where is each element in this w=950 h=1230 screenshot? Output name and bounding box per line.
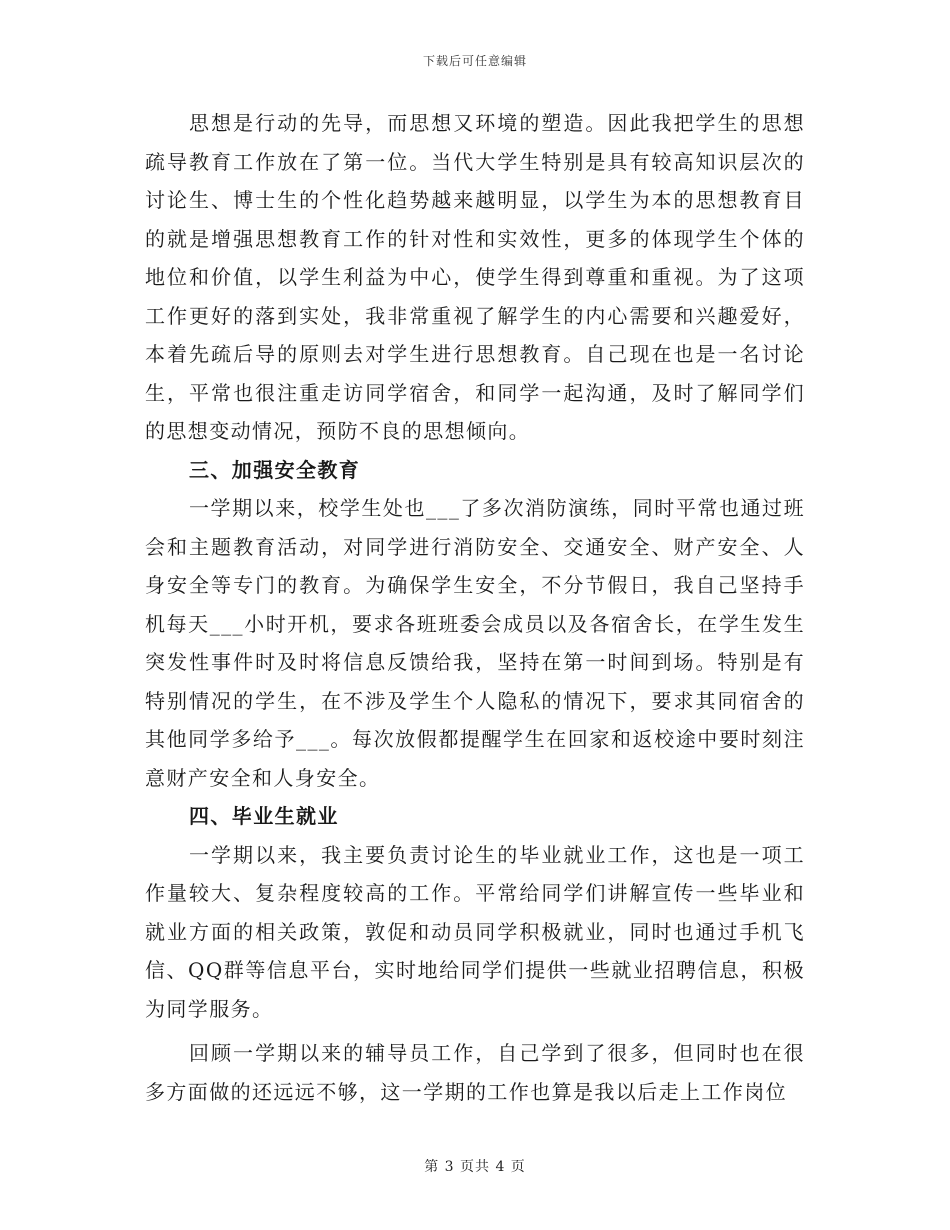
paragraph-safety-education: 一学期以来，校学生处也___了多次消防演练，同时平常也通过班会和主题教育活动，对同学进行消防安全、交通安全、财产安全、人身安全等专门的教育。为确保学生安全，不分节假日，我自己坚持手机每天___小时开机，要求各班班委会成员以及各宿舍长，在学生发生突发性事件时及时将信息反馈给我，坚持在第一时间到场。特别是有特别情况的学生，在不涉及学生个人隐私的情况下，要求其同宿舍的其他同学多给予___。每次放假都提醒学生在回家和返校途中要时刻注意财产安全和人身安全。 — [145, 496, 805, 790]
section-heading-safety-education: 三、加强安全教育 — [189, 457, 361, 482]
paragraph-review: 回顾一学期以来的辅导员工作，自己学到了很多，但同时也在很多方面做的还远远不够，这一学期的工作也算是我以后走上工作岗位 — [145, 1041, 805, 1104]
document-body — [145, 104, 805, 1111]
paragraph-ideological-education: 思想是行动的先导，而思想又环境的塑造。因此我把学生的思想疏导教育工作放在了第一位。当代大学生特别是具有较高知识层次的讨论生、博士生的个性化趋势越来越明显，以学生为本的思想教育目的就是增强思想教育工作的针对性和实效性，更多的体现学生个体的地位和价值，以学生利益为中心，使学生得到尊重和重视。为了这项工作更好的落到实处，我非常重视了解学生的内心需要和兴趣爱好，本着先疏后导的原则去对学生进行思想教育。自己现在也是一名讨论生，平常也很注重走访同学宿舍，和同学一起沟通，及时了解同学们的思想变动情况，预防不良的思想倾向。 — [145, 111, 805, 443]
paragraph-graduate-employment: 一学期以来，我主要负责讨论生的毕业就业工作，这也是一项工作量较大、复杂程度较高的工作。平常给同学们讲解宣传一些毕业和就业方面的相关政策，敦促和动员同学积极就业，同时也通过手机飞信、QQ群等信息平台，实时地给同学们提供一些就业招聘信息，积极为同学服务。 — [145, 842, 805, 1021]
section-heading-graduate-employment: 四、毕业生就业 — [189, 804, 339, 828]
page-footer: 第 3 页共 4 页 — [424, 1159, 526, 1175]
page-header: 下载后可任意编辑 — [422, 54, 527, 68]
